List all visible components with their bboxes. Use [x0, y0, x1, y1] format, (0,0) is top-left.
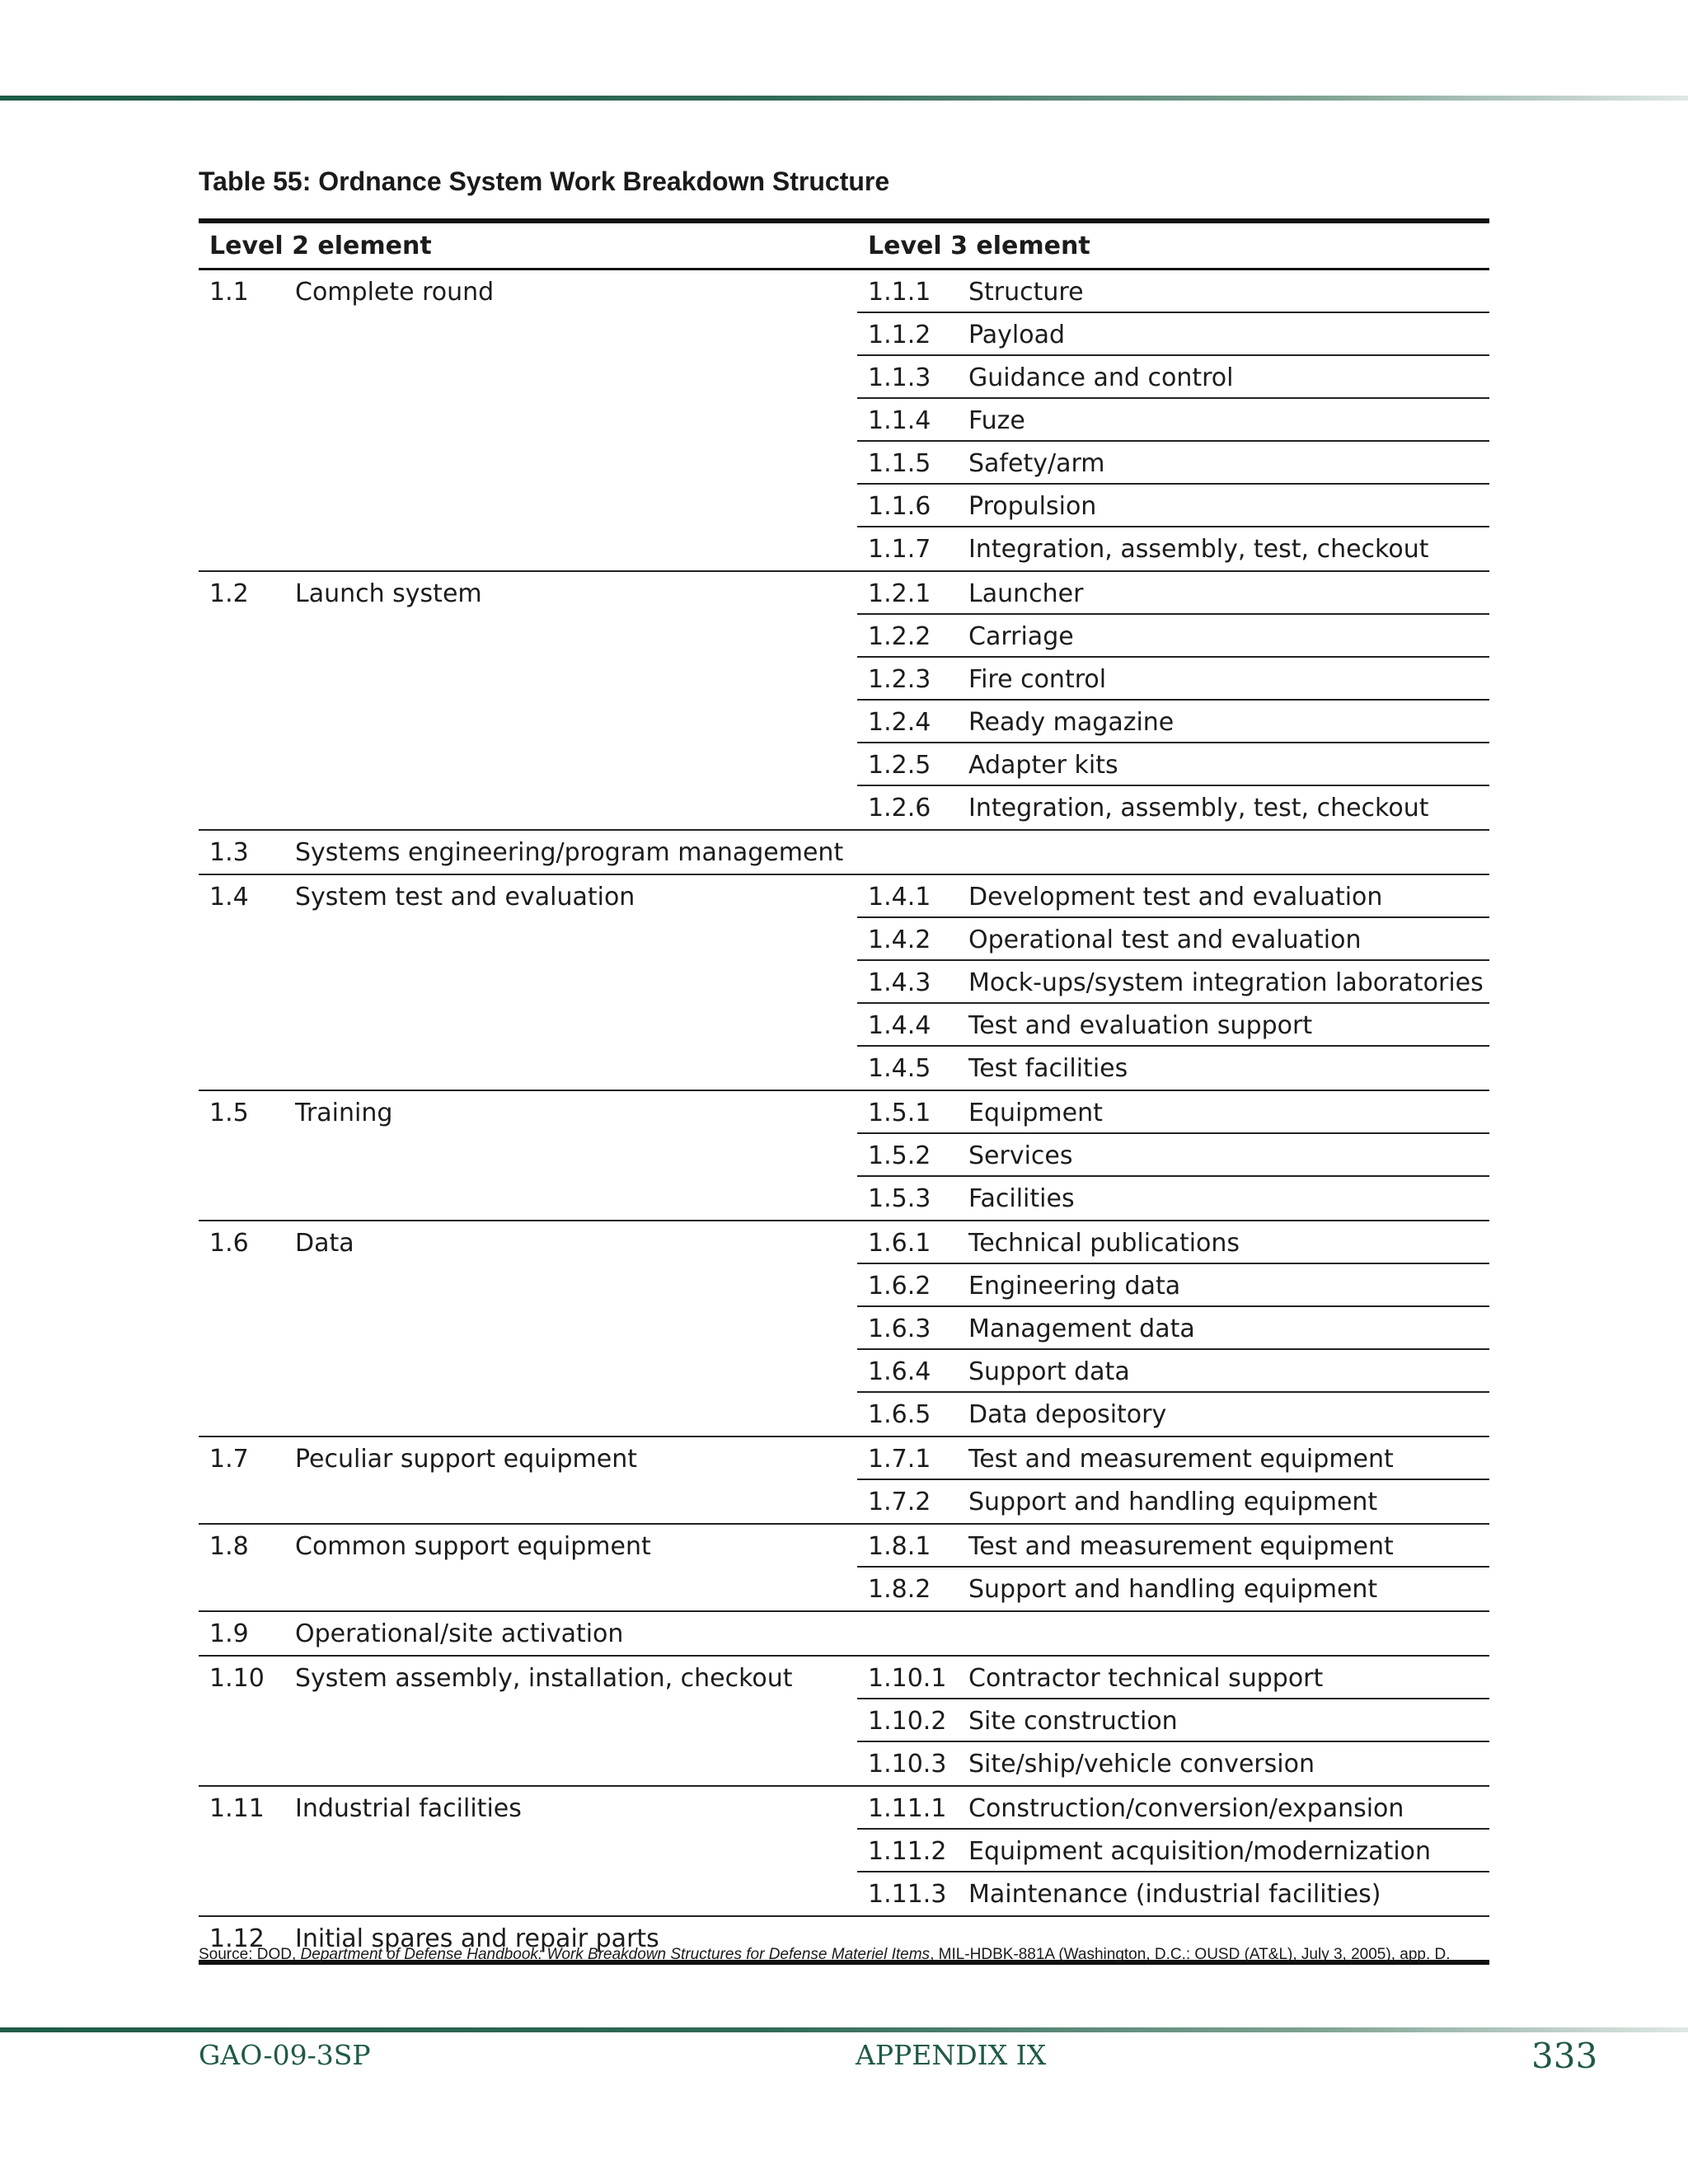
table-title: Table 55: Ordnance System Work Breakdown Structure: [199, 166, 890, 196]
level3-number: 1.1.3: [868, 363, 931, 392]
level3-element: [857, 615, 1489, 658]
level2-name: Peculiar support equipment: [295, 1445, 637, 1474]
footer-rule: [0, 2027, 1688, 2032]
level2-number: 1.11: [209, 1794, 265, 1823]
level3-number: 1.6.4: [868, 1357, 931, 1386]
level3-element: [857, 485, 1489, 527]
level3-number: 1.1.2: [868, 321, 931, 349]
level3-element: [857, 1480, 1489, 1523]
level3-name: Facilities: [968, 1184, 1075, 1213]
level3-element: [857, 356, 1489, 399]
level3-list: [857, 1787, 1489, 1915]
level3-number: 1.6.1: [868, 1229, 931, 1258]
level3-element: [857, 1177, 1489, 1220]
source-note: [199, 1946, 1493, 1964]
level2-name: Training: [295, 1099, 393, 1127]
level2-number: 1.12: [209, 1924, 265, 1953]
level3-number: 1.4.5: [868, 1054, 931, 1083]
level3-name: Safety/arm: [968, 449, 1105, 478]
level3-number: 1.1.6: [868, 492, 931, 521]
level3-name: Engineering data: [968, 1272, 1181, 1301]
level3-list: [857, 1091, 1489, 1220]
level2-name: Operational/site activation: [295, 1619, 624, 1648]
level3-element: [857, 743, 1489, 786]
level3-name: Contractor technical support: [968, 1664, 1324, 1693]
level2-name: Common support equipment: [295, 1532, 651, 1561]
level2-group: [199, 1612, 1489, 1657]
page-number: 333: [1531, 2036, 1598, 2076]
level3-name: Fire control: [968, 665, 1107, 694]
level2-name: Industrial facilities: [295, 1794, 522, 1823]
level3-number: 1.10.1: [868, 1664, 947, 1693]
table-body: [199, 270, 1489, 1965]
level3-number: 1.6.5: [868, 1400, 931, 1429]
level3-number: 1.5.1: [868, 1099, 931, 1127]
level3-element: [857, 658, 1489, 701]
level2-group: [199, 1091, 1489, 1221]
footer-report-id: GAO-09-3SP: [199, 2039, 371, 2071]
level3-name: Payload: [968, 321, 1065, 349]
level2-name: Complete round: [295, 278, 495, 307]
level3-element: [857, 1568, 1489, 1610]
level2-name: Initial spares and repair parts: [295, 1924, 659, 1953]
level2-name: System assembly, installation, checkout: [295, 1664, 793, 1693]
level3-number: 1.1.7: [868, 535, 931, 564]
level3-number: 1.4.2: [868, 926, 931, 954]
level3-list: [857, 1437, 1489, 1523]
level3-element: [857, 1004, 1489, 1047]
level3-name: Launcher: [968, 579, 1084, 608]
level3-name: Technical publications: [968, 1229, 1240, 1258]
level3-number: 1.11.2: [868, 1837, 947, 1866]
level3-name: Integration, assembly, test, checkout: [968, 794, 1429, 823]
level3-element: [857, 961, 1489, 1004]
level3-element: [857, 1307, 1489, 1350]
source-prefix: Source: DOD,: [199, 1946, 301, 1963]
level3-list: [857, 270, 1489, 570]
level3-number: 1.2.2: [868, 622, 931, 651]
level3-element: [857, 1047, 1489, 1090]
level2-group: [199, 1221, 1489, 1437]
level3-name: Support data: [968, 1357, 1130, 1386]
level3-name: Services: [968, 1141, 1073, 1170]
level2-group: [199, 1657, 1489, 1787]
level3-number: 1.10.3: [868, 1750, 947, 1779]
level3-name: Management data: [968, 1315, 1195, 1343]
level3-number: 1.2.6: [868, 794, 931, 823]
level3-element: [857, 270, 1489, 313]
level2-group: [199, 1787, 1489, 1917]
column-header-level2: Level 2 element: [209, 232, 432, 260]
source-suffix: , MIL-HDBK-881A (Washington, D.C.: OUSD (AT&L), July 3, 2005), app. D.: [930, 1946, 1451, 1963]
table-header-row: [199, 223, 1489, 270]
level3-element: [857, 572, 1489, 615]
level3-list: [857, 1221, 1489, 1436]
level3-element: [857, 399, 1489, 442]
column-header-level3: Level 3 element: [868, 232, 1090, 260]
level3-name: Test and measurement equipment: [968, 1532, 1394, 1561]
level3-number: 1.11.3: [868, 1880, 947, 1909]
level3-name: Site/ship/vehicle conversion: [968, 1750, 1315, 1779]
level2-group: [199, 572, 1489, 831]
level3-number: 1.7.1: [868, 1445, 931, 1474]
level3-number: 1.1.4: [868, 406, 931, 435]
level3-element: [857, 1742, 1489, 1785]
level2-name: Systems engineering/program management: [295, 838, 844, 867]
level3-number: 1.8.2: [868, 1575, 931, 1604]
level3-element: [857, 1525, 1489, 1568]
level2-group: [199, 831, 1489, 875]
level3-name: Adapter kits: [968, 751, 1118, 780]
level2-number: 1.7: [209, 1445, 249, 1474]
level3-element: [857, 527, 1489, 570]
level3-name: Equipment: [968, 1099, 1103, 1127]
level3-element: [857, 1264, 1489, 1307]
level3-number: 1.1.1: [868, 278, 931, 307]
level2-name: System test and evaluation: [295, 883, 635, 912]
wbs-table: [199, 218, 1489, 1965]
level3-name: Structure: [968, 278, 1084, 307]
level3-name: Guidance and control: [968, 363, 1234, 392]
level3-number: 1.5.3: [868, 1184, 931, 1213]
level3-element: [857, 786, 1489, 829]
level3-element: [857, 918, 1489, 961]
footer-section: APPENDIX IX: [856, 2039, 1047, 2071]
level3-number: 1.2.4: [868, 708, 931, 737]
level3-name: Equipment acquisition/modernization: [968, 1837, 1432, 1866]
level2-name: Launch system: [295, 579, 482, 608]
level3-list: [857, 875, 1489, 1090]
level3-name: Fuze: [968, 406, 1025, 435]
level3-name: Test facilities: [968, 1054, 1128, 1083]
level2-group: [199, 270, 1489, 572]
level3-list: [857, 1525, 1489, 1610]
level3-name: Propulsion: [968, 492, 1097, 521]
level3-element: [857, 313, 1489, 356]
level3-name: Development test and evaluation: [968, 883, 1383, 912]
level3-name: Ready magazine: [968, 708, 1175, 737]
level3-number: 1.11.1: [868, 1794, 947, 1823]
source-title: Department of Defense Handbook: Work Breakdown Structures for Defense Materiel Items: [300, 1946, 931, 1963]
level3-name: Test and evaluation support: [968, 1011, 1313, 1040]
level3-list: [857, 572, 1489, 829]
level2-group: [199, 875, 1489, 1091]
level3-number: 1.2.1: [868, 579, 931, 608]
level3-element: [857, 1091, 1489, 1134]
level3-number: 1.6.2: [868, 1272, 931, 1301]
level3-element: [857, 1830, 1489, 1872]
level3-number: 1.10.2: [868, 1707, 947, 1736]
level2-name: Data: [295, 1229, 354, 1258]
level2-number: 1.8: [209, 1532, 249, 1561]
level3-element: [857, 1872, 1489, 1915]
level3-name: Construction/conversion/expansion: [968, 1794, 1404, 1823]
level3-element: [857, 1657, 1489, 1699]
level3-number: 1.6.3: [868, 1315, 931, 1343]
level2-number: 1.9: [209, 1619, 249, 1648]
level2-number: 1.4: [209, 883, 249, 912]
level2-group: [199, 1437, 1489, 1525]
level3-name: Integration, assembly, test, checkout: [968, 535, 1429, 564]
level3-number: 1.4.4: [868, 1011, 931, 1040]
level3-element: [857, 1350, 1489, 1393]
level3-number: 1.2.5: [868, 751, 931, 780]
level3-element: [857, 1699, 1489, 1742]
level3-number: 1.4.1: [868, 883, 931, 912]
header-rule: [0, 96, 1688, 101]
level3-element: [857, 1134, 1489, 1177]
level3-list: [857, 1657, 1489, 1785]
level2-group: [199, 1525, 1489, 1612]
level3-element: [857, 1393, 1489, 1436]
level3-number: 1.2.3: [868, 665, 931, 694]
level3-name: Mock-ups/system integration laboratories: [968, 968, 1484, 997]
level3-name: Data depository: [968, 1400, 1167, 1429]
level3-number: 1.1.5: [868, 449, 931, 478]
level2-number: 1.1: [209, 278, 249, 307]
level2-number: 1.6: [209, 1229, 249, 1258]
level3-element: [857, 875, 1489, 918]
level3-name: Support and handling equipment: [968, 1575, 1378, 1604]
level3-element: [857, 1787, 1489, 1830]
level3-element: [857, 1221, 1489, 1264]
level3-name: Carriage: [968, 622, 1074, 651]
level2-number: 1.5: [209, 1099, 249, 1127]
level3-name: Maintenance (industrial facilities): [968, 1880, 1381, 1909]
level3-element: [857, 1437, 1489, 1480]
level3-number: 1.8.1: [868, 1532, 931, 1561]
level2-number: 1.2: [209, 579, 249, 608]
level2-number: 1.3: [209, 838, 249, 867]
level3-element: [857, 701, 1489, 743]
level3-name: Operational test and evaluation: [968, 926, 1362, 954]
level3-number: 1.5.2: [868, 1141, 931, 1170]
level3-name: Site construction: [968, 1707, 1178, 1736]
level3-name: Test and measurement equipment: [968, 1445, 1394, 1474]
level2-number: 1.10: [209, 1664, 265, 1693]
level3-element: [857, 442, 1489, 485]
level3-number: 1.7.2: [868, 1488, 931, 1516]
level3-name: Support and handling equipment: [968, 1488, 1378, 1516]
level3-number: 1.4.3: [868, 968, 931, 997]
